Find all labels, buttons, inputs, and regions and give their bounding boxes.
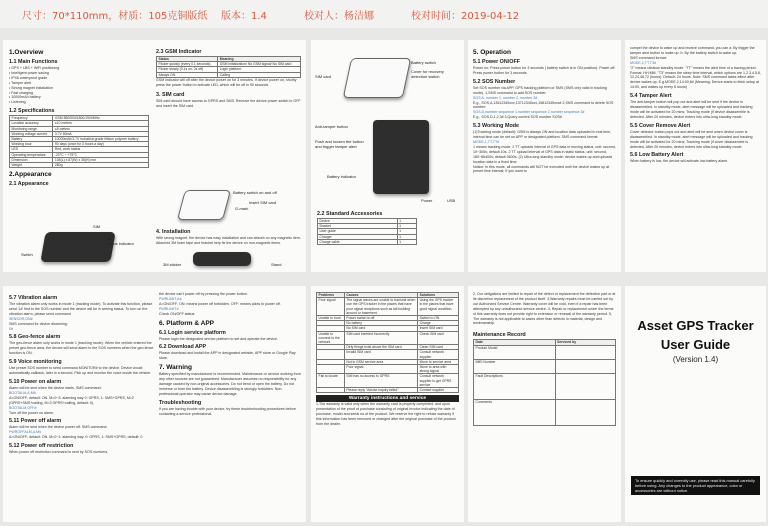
sim-text: SIM card should have access to GPRS and SMS. Remove the device power switch to OFF and insert the SIM card. <box>156 98 301 108</box>
gsm-title: 2.3 GSM Indicator <box>156 49 202 55</box>
list-item: • Listening <box>9 100 26 105</box>
mode2-text: "2" means ultralow standby mode. "TT" means the alert time of a tracing period. Format: HH:MM. "T3" means the sleep time interval, which options are 1,2,3,4,5,6, 12,24,48,72 (hours). Default: 24 hours. Note: SMS command takes effect after device wakes up. E.g.MODE,2,14:00,6# (Meaning: Device starts to fetch setup at 14:00, and wakes up every 6 hours) <box>630 65 761 90</box>
table-cell: Contact supplier <box>418 388 459 393</box>
table-cell: 108(L) x 87(W) x 35(H) mm <box>53 157 149 162</box>
table-cell: Always ON <box>157 72 218 77</box>
list-item: • GPS + LBS + WiFi positioning <box>9 66 60 70</box>
platform-title: 6. Platform & APP <box>159 319 215 327</box>
table-cell: Dimension <box>10 157 53 162</box>
table-cell: Monitoring range <box>10 126 53 131</box>
sos-command: SOS A, number 1, number 2, number 3# <box>473 95 538 100</box>
table-cell: Calling <box>218 72 301 77</box>
table-row <box>157 62 301 67</box>
device-image <box>40 232 115 262</box>
restriction-title: 5.12 Power off restriction <box>9 443 74 450</box>
table-cell: -20°C ~ +75°C <box>53 152 149 157</box>
table-cell: Red, work status <box>53 147 149 152</box>
power-title: 5.1 Power ON/OFF <box>473 59 521 65</box>
working-text-2: 1 means tracking mode. 2 TT uploads interval of GPS data in moving status, unit: second, 10~300s; default 10s. 2 TT upload interval of GPS data in static status, unit: second, 180~86400s; default 3600s. (2) Ultra-long standby mode: device wakes up and uploads location data in a fixed time. <box>473 144 616 164</box>
device-side-image <box>373 120 429 194</box>
label-power: Power <box>421 198 433 203</box>
table-header-cell: Problems <box>317 293 345 298</box>
power-on-alarm-command-2: BOOTALM,OFF# <box>9 405 37 410</box>
cover-title-2: User Guide <box>660 337 731 352</box>
maintenance-table <box>473 339 616 425</box>
list-item: • IPX6 waterproof grade <box>9 75 48 80</box>
table-cell: Unable to connect to the network <box>317 331 345 345</box>
table-cell: Charge cable <box>318 239 398 244</box>
working-notice: Notice: In this mode, all commands will NOT be executed until the device wakes up at preset time interval; If you want to <box>473 164 610 174</box>
table-cell: 10000mAh/3.7V industrial grade lithium polymer battery <box>53 137 149 142</box>
cover-alert-text: Cover detector button pops out and alert will be sent when device cover is disassembled. In standby mode, alert message will be uploaded and tracking mode will be activated for 20 mins; Tracking mode (if cover disassemble is detected, After 20 minutes, device enters into ultra-long standby mode. <box>630 129 753 149</box>
list-item: • Strong magnet installation <box>9 85 53 90</box>
list-item: • 10000mAh battery <box>9 95 41 100</box>
table-cell: IMEI Number <box>474 359 556 373</box>
table-row <box>317 331 459 345</box>
table-cell <box>317 350 345 359</box>
table-cell: Consult network supplier <box>418 350 459 359</box>
accessories-title: 2.2 Standard Accessories <box>317 211 383 217</box>
device-top-image <box>343 58 412 98</box>
table-row <box>10 163 149 168</box>
troubleshooting-title: Troubleshooting <box>159 399 202 406</box>
cover-titles <box>625 318 766 364</box>
table-cell: LED <box>10 147 53 152</box>
label-cover: Cover for recovery detection switch <box>411 69 444 79</box>
power-off-alarm-text-2: A=ON/OFF; default: ON. M=0~1: alarming way. 0: GPRS, 1: SMS+GPRS; default: 0. <box>9 435 144 440</box>
table-cell: 1 <box>397 229 416 234</box>
table-row <box>317 365 459 374</box>
pwrlimit-text: A=ON/OFF; ON: means power off forbidden, OFF: means allow to power off. <box>159 301 281 306</box>
table-cell <box>317 388 345 393</box>
mode-command: MODE,1,TT,TT# <box>473 139 500 144</box>
label-switch: Switch <box>21 252 33 257</box>
overview-title: 1.Overview <box>9 49 44 56</box>
page-alerts <box>625 40 766 272</box>
table-row <box>317 374 459 388</box>
cover-version: (Version 1.4) <box>672 355 719 364</box>
sos-text: Set SOS number via APP, GPS tracking platform or SMS (SMS only valid in tracking mode). 1,SMS command to add SOS number: <box>473 85 607 95</box>
table-cell: 1 <box>397 234 416 239</box>
label-sim: SIM <box>93 224 101 229</box>
label-push: Push and loosen the button and trigger tamper alert <box>315 139 364 149</box>
sos-title: 5.2 SOS Number <box>473 78 516 85</box>
warranty-title: Warranty instructions and service <box>316 395 459 402</box>
table-cell: Bracket <box>318 224 398 229</box>
table-cell <box>555 345 615 359</box>
table-cell: Charge <box>418 321 459 326</box>
voice-text: Use preset SOS number to send command MONITOR# to the device. Device would automatically callback, later in a second. Pick up and monitor the voice inside the vehicle. <box>9 366 152 376</box>
login-text: Please login the designated service platform to set and operate the device. <box>159 336 278 341</box>
tamper-text: The anti-tamper button will pop out and alert will be sent if the device is disassembled. In standby mode, alert message will be uploaded and tracking mode will be activated for 20 mins; Tracking mode (if device disassemble is detected, After 20 minutes, device enters into ultra-long standby mode. <box>630 100 753 119</box>
table-cell: Clean SIM card <box>418 345 459 350</box>
cover-alert-title: 5.5 Cover Remove Alert <box>630 122 691 129</box>
spec-title: 1.2 Specifications <box>9 108 55 115</box>
table-cell: No SIM card <box>344 326 417 331</box>
table-cell: SIM card inserted incorrectly <box>344 331 417 345</box>
table-cell: Operating temperature <box>10 152 53 157</box>
table-header-cell: Solutions <box>418 293 459 298</box>
warranty-terms: 2, Our obligations are limited to repair of the defect or replacement the defective part or at its discretion replacement of the product itself. 3,Warranty repairs must be carried out by our Authorized Service Centre. Warranty cover will be void, even if a repair has been attempted by any unauthorized service centre. 4, Repair or replacement under the terms of this warranty does not provide right to extension or renewal of the warranty period. 5, The warranty is not applicable to cases other than defects in material, design and workmanship. <box>473 292 616 326</box>
table-row <box>474 359 616 373</box>
sos-text-3: E.g., SOS,D,1,2,3# 3,Query current SOS number SOS# <box>473 115 562 120</box>
table-cell: Poor signal <box>344 365 417 374</box>
table-cell: Poor signal <box>317 298 345 316</box>
label-mic: MIC <box>107 236 115 241</box>
power-on-alarm-text-2: A=ON/OFF; default: ON. M=0~3: alarming way 0: GPRS, 1: SMS+GPRS, M=2 (GPRS+SMS+calling, M=3 GPRS+calling, default: 0). <box>9 395 134 405</box>
table-cell: Working voltage current <box>10 131 53 136</box>
label-sim-card: SIM card <box>315 74 332 79</box>
appearance-title: 2.Appearance <box>9 171 52 179</box>
list-item: • Fast charging <box>9 90 34 95</box>
table-cell: Using the GPS tracker in the places that have good signal condition. <box>418 298 459 316</box>
table-cell: Check SIM card <box>418 331 459 345</box>
power-on-alarm-title: 5.10 Power on alarm <box>9 378 62 385</box>
pwrlimit-text-2: Check ON/OFF status. <box>159 311 196 316</box>
table-header-cell: Status <box>157 57 218 62</box>
table-cell: 1 <box>397 224 416 229</box>
table-cell: Flicker quickly (every 0.1 seconds) <box>157 62 218 67</box>
table-cell: Insert SIM card <box>418 326 459 331</box>
tamper-title: 5.4 Tamper Alert <box>630 93 672 100</box>
table-row <box>318 239 417 244</box>
vibration-text-2: SMS command for device disarming: <box>9 321 68 326</box>
power-off-alarm-text: Alarm will be sent when the device power off. SMS command: <box>9 425 108 430</box>
label-status: status indicator <box>107 241 134 246</box>
proof-date: 校对时间：2019-04-12 <box>411 11 520 22</box>
warning-text: Battery specified by manufacturer is recommended. Maintenance or service working from any other sources are not guaranteed. Manufacturer assumes no responsibility for any damage caused by non-original accessories. Do not bend or open the battery. Do not immerse or burn the battery. Device disassembling is strongly forbidden. Non-professional operator may cause device damage. <box>159 372 301 396</box>
table-row <box>157 72 301 77</box>
proofreader: 校对人：杨洁娜 <box>304 11 374 22</box>
table-row <box>317 388 459 393</box>
cover-note: To ensure quickly and correctly use, please read this manual carefully before using. Any changes to the product appearance, color or accessories are without notice. <box>631 476 760 495</box>
mode2-command: MODE,2,TT,T3# <box>630 60 656 65</box>
table-cell: Invalid SIM card <box>344 350 417 359</box>
troubleshooting-text: If you are having trouble with your device, try these troubleshooting procedures before contacting a service professional. <box>159 406 296 416</box>
table-cell: Please reply "Advise inquiry failed" <box>344 388 417 393</box>
restriction-text: When power off restriction command is sent by SOS numbers, <box>9 450 109 455</box>
table-cell: Frequency <box>10 116 53 121</box>
low-battery-title: 5.6 Low Battery Alert <box>630 152 684 159</box>
table-cell: Move to service area <box>418 359 459 364</box>
list-item: • Tamper alert <box>9 80 32 85</box>
sim-title: 3. SIM card <box>156 91 185 98</box>
install-text: With strong magnet, the device has easy installation and can absorb on any magnetic item. Attached 3M foam tape and bracket help fix the device on non-magnetic items. <box>156 236 301 245</box>
print-spec-header <box>0 0 768 28</box>
table-cell: Dirty things exist above the SIM card <box>344 345 417 350</box>
restriction-text-cont: the device can't power off by pressing the power button. <box>159 292 248 296</box>
size-spec: 尺寸：70*110mm，材质：105克铜版纸 <box>22 11 208 22</box>
power-text: Power on: Press power button for 3 seconds ( battery switch is in ON position). Power off: Press power button for 3 seconds <box>473 66 616 75</box>
appearance-subtitle: 2.1 Appearance <box>9 181 49 188</box>
page-troubleshooting <box>311 286 464 522</box>
download-title: 6.2 Download APP <box>159 344 207 351</box>
power-on-alarm-command: BOOTALM,A,M# <box>9 390 36 395</box>
table-row <box>317 350 459 359</box>
warranty-text: 1,The warranty is valid only when the warranty card is properly completed, and upon presentation of the proof of purchase consisting of original invoice indicating the date of purchase, model and serial no.of the product. We reserve the right to refuse warranty if this information has been removed or changed after the original purchase of the product from the dealer. <box>316 402 456 426</box>
working-text: (1)Tracking mode (default): GSM is always ON and location data uploaded in real time, interval time can be set on APP or designated platform. SMS command format: <box>473 130 612 140</box>
gsm-note: GSM indicator will off after the device power on for 3 minutes. If device power on, shortly press the power button to activate LED, which will be off in 90 seconds. <box>156 77 297 87</box>
table-cell: No battery <box>344 321 417 326</box>
table-header-cell: Date <box>474 340 556 345</box>
table-cell: GSM initialization/ No GSM signal/ No SIM card <box>218 62 301 67</box>
sms-format-label: SMS command format: <box>630 55 667 60</box>
voice-title: 5.9 Voice monitoring <box>9 359 62 366</box>
table-cell: Device <box>318 219 398 224</box>
table-cell: Working hour <box>10 142 53 147</box>
table-cell: Weight <box>10 163 53 168</box>
label-usb: USB <box>447 198 456 203</box>
troubleshooting-table <box>316 292 459 393</box>
table-cell <box>555 399 615 425</box>
list-item: • Intelligent power saving <box>9 70 49 75</box>
power-on-alarm-text-3: Turn off the power on alarm. <box>9 410 54 415</box>
label-antitamper: Anti-tamper button <box>315 124 348 129</box>
vibration-command: SENSOR,ON# <box>9 316 33 321</box>
warning-title: 7. Warning <box>159 364 192 372</box>
table-row <box>474 345 616 359</box>
sim-device-image <box>177 190 231 220</box>
table-cell: Switch to ON <box>418 316 459 321</box>
sos-command-2: SOS,D,number sequence 1,number sequence 2,number sequence 3# <box>473 110 585 115</box>
version-spec: 版本：1.4 <box>221 11 267 22</box>
accessories-table <box>317 218 417 245</box>
low-battery-text: When battery is low, the device will activate low battery alarm. <box>630 159 729 164</box>
table-cell: 3.7V 80mA <box>53 131 149 136</box>
table-header-cell: Causes <box>344 293 417 298</box>
table-row <box>474 399 616 425</box>
table-cell: Comments <box>474 399 556 425</box>
maintenance-title: Maintenance Record <box>473 332 526 339</box>
table-cell: 1 <box>397 219 416 224</box>
label-gmark: G-mark <box>235 206 249 211</box>
table-cell: Flicker slowly (0.1s on, 2s off) <box>157 67 218 72</box>
login-title: 6.1 Login service platform <box>159 329 226 336</box>
label-3m: 3M sticker <box>163 262 182 267</box>
table-cell: The signal waves are unable to transmit when use the GPS tracker in the places that have poor signal receptions such as tall building around or basement. <box>344 298 417 316</box>
vibration-text: The vibration alarm only works in mode 1 (tracking mode). To activate this function, please send '1#' first to the SOS number and the device will be in arming status. To turn on the vibration alarm, please send command <box>9 302 153 316</box>
cover-title-1: Asset GPS Tracker <box>637 318 754 333</box>
table-header-cell: Meaning <box>218 57 301 62</box>
table-cell: Product Model <box>474 345 556 359</box>
table-cell: Login platform <box>218 67 301 72</box>
table-cell: 90 days (once for 3 hours a day) <box>53 142 149 147</box>
table-row <box>317 298 459 316</box>
page-overview <box>3 40 306 272</box>
table-cell: Move to area with strong signal <box>418 365 459 374</box>
page-alarms <box>3 286 306 522</box>
main-functions-title: 1.1 Main Functions <box>9 59 58 65</box>
table-cell: Consult network supplier to get GPRS service <box>418 374 459 388</box>
geofence-text: The geo-fence alarm only works in mode 1 (tracking mode). When the vehicle entered the preset geo-fence area, the device will send alarm to the SOS numbers when the geo-fence function is ON. <box>9 341 154 356</box>
pwrlimit-command: PWRLIMIT,A# <box>159 296 182 301</box>
table-cell <box>555 373 615 399</box>
vibration-command-2: 0# <box>9 326 13 331</box>
table-cell: Unable to boot <box>317 316 345 321</box>
table-cell <box>555 359 615 373</box>
spec-table <box>9 115 149 168</box>
table-cell: 280g <box>53 163 149 168</box>
table-cell: Not in GSM service area <box>344 359 417 364</box>
install-device-image <box>193 252 251 266</box>
table-cell: Power switch is off <box>344 316 417 321</box>
table-cell: 1 <box>397 239 416 244</box>
power-on-alarm-text: Alarm will be sent when the device starts. SMS command: <box>9 385 102 390</box>
power-off-alarm-title: 5.11 Power off alarm <box>9 418 62 425</box>
pwrlimit-command-2: PWRLIMIT# <box>159 306 179 311</box>
power-off-alarm-command: PWROFFALM,A,M# <box>9 430 42 435</box>
table-cell: SIM has no access to GPRS <box>344 374 417 388</box>
table-cell: User guide <box>318 229 398 234</box>
download-text: Please download and install the APP in designated website, APP store or Google Play store. <box>159 351 296 361</box>
table-row <box>474 373 616 399</box>
table-cell: ≤10 meters <box>53 121 149 126</box>
sos-text-2: E.g., SOS,A,13512345xxx,13712345xxx,15812345xxx# 2,SMS command to delete SOS number: <box>473 100 614 110</box>
operation-title: 5. Operation <box>473 49 511 56</box>
page-maintenance <box>468 286 621 522</box>
page-gsm-indicator <box>311 40 464 272</box>
table-cell: Battery <box>10 137 53 142</box>
label-insert: Insert SIM card <box>249 200 277 205</box>
label-bat-switch: Battery switch on and off <box>233 190 277 195</box>
vibration-title: 5.7 Vibration alarm <box>9 295 58 301</box>
working-mode-title: 5.3 Working Mode <box>473 123 520 130</box>
table-cell: Location accuracy <box>10 121 53 126</box>
page-operation <box>468 40 621 272</box>
install-title: 4. Installation <box>156 229 191 235</box>
table-header-cell: Serviced by <box>555 340 615 345</box>
main-functions-list <box>9 66 149 105</box>
table-cell: ≤5 meters <box>53 126 149 131</box>
table-cell: GSM 850/900/1800/1900MHz <box>53 116 149 121</box>
table-cell: Fault Descriptions <box>474 373 556 399</box>
gsm-table <box>156 56 301 78</box>
table-cell: Fail to locate <box>317 374 345 388</box>
label-stand: Stand <box>271 262 282 267</box>
wakeup-text: compel the device to wake up and receive command, you can a. By trigger the tamper alert button to wake up. b. By the battery switch to wake up. <box>630 46 755 55</box>
label-battery-switch: Battery switch <box>411 60 436 65</box>
page-cover <box>625 286 766 522</box>
geofence-title: 5.8 Geo-fence alarm <box>9 334 61 341</box>
table-cell <box>317 365 345 374</box>
label-battery-indicator: Battery indicator <box>327 174 356 179</box>
table-cell: Charger <box>318 234 398 239</box>
